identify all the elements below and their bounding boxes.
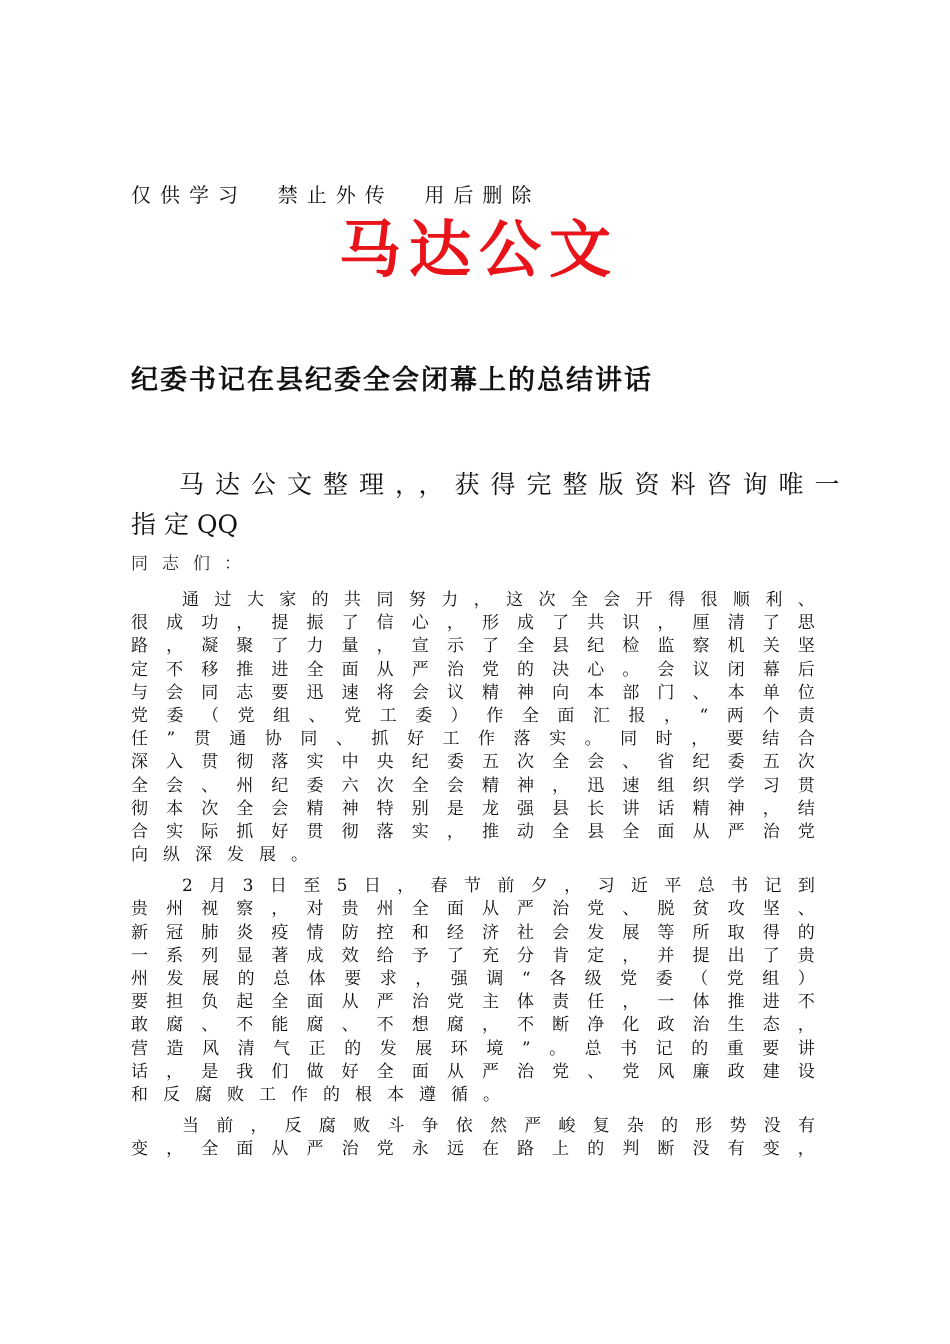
- intro-line-1: 马达公文整理，，获得完整版资料咨询唯一: [179, 470, 851, 499]
- usage-notice: 仅供学习 禁止外传 用后删除: [131, 183, 541, 207]
- paragraph-line: 很 成 功 ， 提 振 了 信 心 ， 形 成 了 共 识 ， 厘 清 了 思: [131, 613, 815, 634]
- body-paragraph: [131, 875, 815, 1107]
- paragraph-line: 一 系 列 显 著 成 效 给 予 了 充 分 肯 定 ， 并 提 出 了 贵: [131, 945, 815, 966]
- paragraph-line: 当 前 ， 反 腐 败 斗 争 依 然 严 峻 复 杂 的 形 势 没 有: [182, 1116, 815, 1137]
- paragraph-line: 定 不 移 推 进 全 面 从 严 治 党 的 决 心 。 会 议 闭 幕 后: [131, 659, 815, 680]
- paragraph-line: 话 ， 是 我 们 做 好 全 面 从 严 治 党 、 党 风 廉 政 建 设: [131, 1061, 815, 1082]
- paragraph-line: 合 实 际 抓 好 贯 彻 落 实 ， 推 动 全 县 全 面 从 严 治 党: [131, 821, 815, 842]
- paragraph-line: 州 发 展 的 总 体 要 求 ， 强 调 “ 各 级 党 委 （ 党 组 ）: [131, 969, 815, 989]
- brand-logo-text: 马达公文: [338, 213, 619, 286]
- paragraph-line: 和 反 腐 败 工 作 的 根 本 遵 循 。: [131, 1084, 500, 1105]
- paragraph-line: 变 ， 全 面 从 严 治 党 永 远 在 路 上 的 判 断 没 有 变 ，: [131, 1139, 815, 1160]
- paragraph-line: 通 过 大 家 的 共 同 努 力 ， 这 次 全 会 开 得 很 顺 利 、: [182, 590, 815, 610]
- paragraph-line: 党 委 （ 党 组 、 党 工 委 ） 作 全 面 汇 报 ， “ 两 个 责: [131, 705, 815, 726]
- paragraph-line: 2 月 3 日 至 5 日 ， 春 节 前 夕 ， 习 近 平 总 书 记 到: [182, 876, 815, 897]
- body-paragraph: [131, 589, 815, 867]
- paragraph-line: 彻 本 次 全 会 精 神 特 别 是 龙 强 县 长 讲 话 精 神 ， 结: [131, 798, 815, 819]
- paragraph-line: 路 ， 凝 聚 了 力 量 ， 宣 示 了 全 县 纪 检 监 察 机 关 坚: [131, 636, 815, 657]
- salutation: 同志们：: [131, 554, 255, 574]
- document-body: [131, 589, 815, 1170]
- paragraph-line: 与 会 同 志 要 迅 速 将 会 议 精 神 向 本 部 门 、 本 单 位: [131, 682, 815, 703]
- body-paragraph: [131, 1115, 815, 1161]
- intro-line-2-qq: QQ: [197, 510, 239, 539]
- paragraph-line: 营 造 风 清 气 正 的 发 展 环 境 ” 。 总 书 记 的 重 要 讲: [131, 1038, 815, 1059]
- paragraph-line: 敢 腐 、 不 能 腐 、 不 想 腐 ， 不 断 净 化 政 治 生 态 ，: [131, 1015, 815, 1036]
- paragraph-line: 要 担 负 起 全 面 从 严 治 党 主 体 责 任 ， 一 体 推 进 不: [131, 992, 815, 1013]
- intro-note: [131, 465, 851, 545]
- intro-line-2-text: 指定: [131, 510, 198, 539]
- paragraph-line: 贵 州 视 察 ， 对 贵 州 全 面 从 严 治 党 、 脱 贫 攻 坚 、: [131, 899, 815, 920]
- document-title: 纪委书记在县纪委全会闭幕上的总结讲话: [131, 365, 653, 396]
- paragraph-line: 新 冠 肺 炎 疫 情 防 控 和 经 济 社 会 发 展 等 所 取 得 的: [131, 922, 815, 943]
- intro-line-2: [131, 505, 821, 545]
- paragraph-line: 全 会 、 州 纪 委 六 次 全 会 精 神 ， 迅 速 组 织 学 习 贯: [131, 775, 815, 796]
- paragraph-line: 深 入 贯 彻 落 实 中 央 纪 委 五 次 全 会 、 省 纪 委 五 次: [131, 752, 815, 773]
- paragraph-line: 任 ” 贯 通 协 同 、 抓 好 工 作 落 实 。 同 时 ， 要 结 合: [131, 729, 815, 750]
- paragraph-line: 向 纵 深 发 展 。: [131, 845, 308, 866]
